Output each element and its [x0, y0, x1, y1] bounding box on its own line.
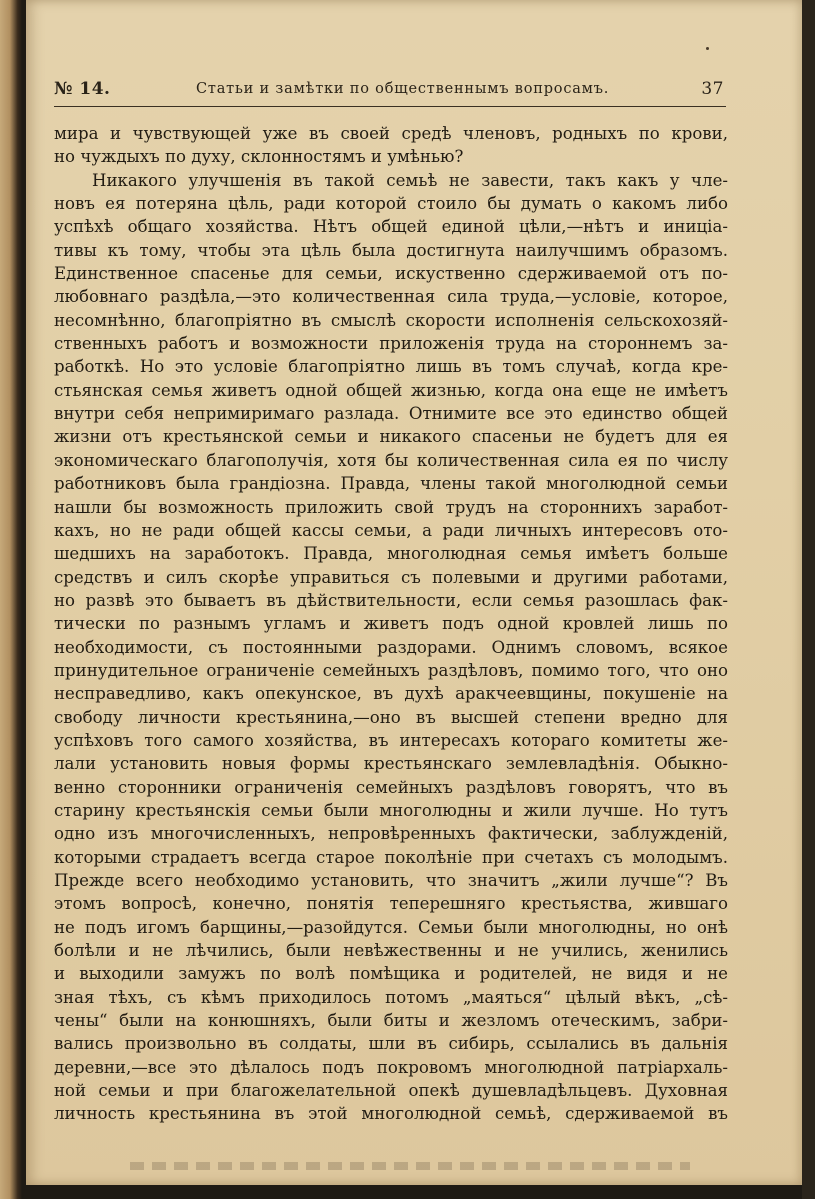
text-line: Прежде всего необходимо установить, что значитъ „жили лучше“? Въ: [54, 871, 728, 890]
text-line: тически по разнымъ угламъ и живетъ подъ одной кровлей лишь по: [54, 614, 728, 634]
text-line: ственныхъ работъ и возможности приложенія труда на стороннемъ за-: [54, 334, 728, 354]
text-line: не подъ игомъ барщины,—разойдутся. Семьи были многолюдны, но онѣ: [54, 917, 728, 937]
page-edge: [802, 0, 815, 1199]
text-line: этомъ вопросѣ, конечно, понятія теперешняго крестьяства, жившаго: [54, 894, 728, 914]
text-line: которыми страдаетъ всегда старое поколѣніе при счетахъ съ молодымъ.: [54, 847, 728, 867]
text-line: работниковъ была грандіозна. Правда, члены такой многолюдной семьи: [54, 474, 728, 494]
text-line: венно сторонники ограниченія семейныхъ раздѣловъ говорятъ, что въ: [54, 777, 728, 797]
text-line: одно изъ многочисленныхъ, непровѣренныхъ фактически, заблужденій,: [54, 824, 728, 844]
issue-number: № 14.: [54, 79, 111, 99]
text-line: и выходили замужъ по волѣ помѣщика и родителей, не видя и не: [54, 964, 728, 984]
text-line: успѣхѣ общаго хозяйства. Нѣтъ общей единой цѣли,—нѣтъ и иниціа-: [54, 217, 728, 237]
text-line: мира и чувствующей уже въ своей средѣ членовъ, родныхъ по крови,: [54, 124, 728, 143]
text-line: вались произвольно въ солдаты, шли въ сибирь, ссылались въ дальнія: [54, 1034, 728, 1054]
text-line: свободу личности крестьянина,—оно въ высшей степени вредно для: [54, 707, 728, 727]
text-line: несомнѣнно, благопріятно въ смыслѣ скорости исполненія сельскохозяй-: [54, 310, 728, 330]
text-line: жизни отъ крестьянской семьи и никакого спасеньи не будетъ для ея: [54, 427, 728, 447]
header-rule: [54, 106, 726, 107]
text-line: зная тѣхъ, съ кѣмъ приходилось потомъ „маяться“ цѣлый вѣкъ, „сѣ-: [54, 987, 728, 1007]
text-line: внутри себя непримиримаго разлада. Отнимите все это единство общей: [54, 404, 728, 424]
text-line: работкѣ. Но это условіе благопріятно лишь въ томъ случаѣ, когда кре-: [54, 357, 728, 377]
text-line: деревни,—все это дѣлалось подъ покровомъ многолюдной патріархаль-: [54, 1057, 728, 1077]
text-line: Никакого улучшенія въ такой семьѣ не завести, такъ какъ у чле-: [92, 170, 728, 190]
text-line: но развѣ это бываетъ въ дѣйствительности, если семья разошлась фак-: [54, 590, 728, 610]
running-header: [54, 79, 724, 107]
text-line: болѣли и не лѣчились, были невѣжественны и не учились, женились: [54, 941, 728, 961]
text-line: принудительное ограниченіе семейныхъ раздѣловъ, помимо того, что оно: [54, 660, 728, 680]
text-line: лали установить новыя формы крестьянскаго землевладѣнія. Обыкно-: [54, 754, 728, 774]
text-line: но чуждыхъ по духу, склонностямъ и умѣнью?: [54, 147, 464, 167]
text-line: тивы къ тому, чтобы эта цѣль была достигнута наилучшимъ образомъ.: [54, 240, 728, 260]
page-number: 37: [701, 79, 724, 99]
text-line: новъ ея потеряна цѣль, ради которой стоило бы думать о какомъ либо: [54, 194, 728, 214]
article-body: [54, 122, 728, 1126]
text-line: кахъ, но не ради общей кассы семьи, а ради личныхъ интересовъ ото-: [54, 520, 728, 540]
text-line: чены“ были на конюшняхъ, были биты и жезломъ отеческимъ, забри-: [54, 1011, 728, 1031]
text-line: необходимости, съ постоянными раздорами. Однимъ словомъ, всякое: [54, 637, 728, 657]
text-line: ной семьи и при благожелательной опекѣ душевладѣльцевъ. Духовная: [54, 1081, 728, 1101]
text-line: средствъ и силъ скорѣе управиться съ полевыми и другими работами,: [54, 567, 728, 587]
text-line: Единственное спасенье для семьи, искуственно сдерживаемой отъ по-: [54, 264, 728, 284]
text-line: стьянская семья живетъ одной общей жизнью, когда она еще не имѣетъ: [54, 380, 728, 400]
text-line: успѣховъ того самого хозяйства, въ интересахъ котораго комитеты же-: [54, 730, 728, 750]
text-line: экономическаго благополучія, хотя бы количественная сила ея по числу: [54, 450, 728, 470]
text-line: нашли бы возможность приложить свой трудъ на стороннихъ заработ-: [54, 497, 728, 517]
section-title: Статьи и замѣтки по общественнымъ вопросамъ.: [196, 81, 610, 97]
text-line: несправедливо, какъ опекунское, въ духѣ аракчеевщины, покушеніе на: [54, 684, 728, 704]
print-speck: [706, 47, 709, 50]
text-line: шедшихъ на заработокъ. Правда, многолюдная семья имѣетъ больше: [54, 544, 728, 564]
show-through-text: [130, 1162, 690, 1170]
text-line: любовнаго раздѣла,—это количественная сила труда,—условіе, которое,: [54, 287, 728, 307]
book-spine: [0, 0, 22, 1199]
text-line: старину крестьянскія семьи были многолюдны и жили лучше. Но тутъ: [54, 800, 728, 820]
text-line: личность крестьянина въ этой многолюдной семьѣ, сдерживаемой въ: [54, 1104, 728, 1124]
